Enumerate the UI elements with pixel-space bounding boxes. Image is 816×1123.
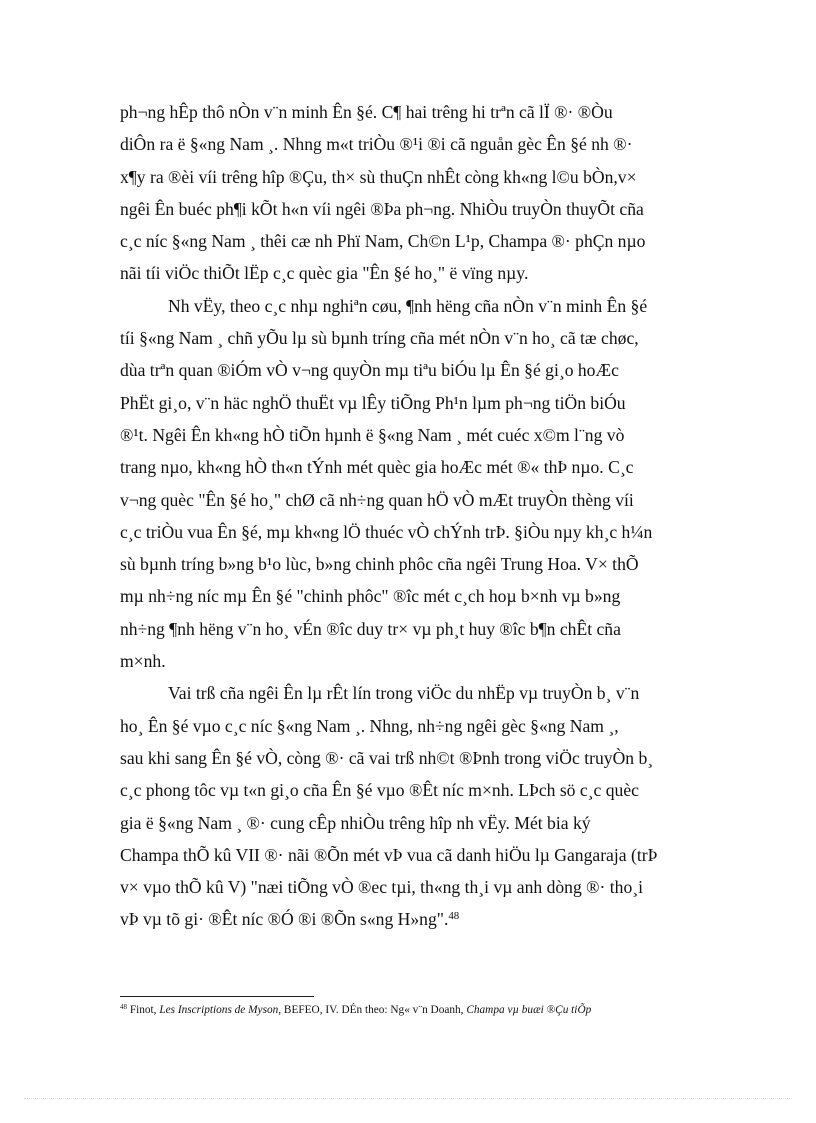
text-line: v× vµo thÕ kû V) "næi tiÕng vÒ ®ec tµi, th«ng th¸i vµ anh dòng ®· tho¸i — [120, 877, 644, 898]
text-line: x¶y ra ®èi víi trêng hîp ®Çu, th× sù thuÇn nhÊt còng kh«ng l©u bÒn,v× — [120, 166, 637, 187]
text-line: ngêi Ên buéc ph¶i kÕt h«n víi ngêi ®Þa ph¬ng. NhiÒu truyÒn thuyÕt cña — [120, 198, 644, 219]
text-line: m×nh. — [120, 651, 166, 672]
footnote-source: , BEFEO, IV. DÉn theo: Ng« v¨n Doanh, — [278, 1004, 464, 1016]
footnote-title-2: Champa vµ buæi ®Çu tiÕp — [466, 1004, 592, 1016]
footnote — [120, 1003, 710, 1018]
text-line: diÔn ra ë §«ng Nam ¸. Nhng m«t triÒu ®¹i ®i cã nguån gèc Ên §é nh ®· — [120, 134, 633, 155]
page-bottom-border — [24, 1098, 792, 1099]
text-line: v¬ng quèc "Ên §é ho¸" chØ cã nh÷ng quan hÖ vÒ mÆt truyÒn thèng víi — [120, 489, 634, 510]
paragraph-3 — [120, 677, 700, 935]
text-line: dùa trªn quan ®iÓm vÒ v¬ng quyÒn mµ tiªu biÓu lµ Ên §é gi¸o hoÆc — [120, 360, 619, 381]
footnote-number: 48 — [120, 1003, 127, 1012]
paragraph-2 — [120, 290, 700, 678]
text-line: gia ë §«ng Nam ¸ ®· cung cÊp nhiÒu trêng hîp nh vËy. Mét bia ký — [120, 812, 591, 833]
text-line: trang nµo, kh«ng hÒ th«n tÝnh mét quèc gia hoÆc mét ®« thÞ nµo. C¸c — [120, 457, 634, 478]
text-line: nh÷ng ¶nh hëng v¨n ho¸ vÉn ®îc duy tr× vµ ph¸t huy ®îc b¶n chÊt cña — [120, 618, 621, 639]
text-line: Vai trß cña ngêi Ên lµ rÊt lín trong viÖc du nhËp vµ truyÒn b¸ v¨n — [168, 683, 640, 704]
text-line: c¸c phong tôc vµ t«n gi¸o cña Ên §é vµo ®Êt níc m×nh. LÞch sö c¸c quèc — [120, 780, 639, 801]
text-line: nãi tíi viÖc thiÕt lËp c¸c quèc gia "Ên §é ho¸" ë vïng nµy. — [120, 263, 529, 284]
text-line: Champa thÕ kû VII ®· nãi ®Õn mét vÞ vua cã danh hiÖu lµ Gangaraja (trÞ — [120, 844, 658, 865]
text-line-wrap — [120, 903, 700, 935]
text-line: c¸c triÒu vua Ên §é, mµ kh«ng lÖ thuéc vÒ chÝnh trÞ. §iÒu nµy kh¸c h¼n — [120, 521, 653, 542]
text-line: ho¸ Ên §é vµo c¸c níc §«ng Nam ¸. Nhng, nh÷ng ngêi gèc §«ng Nam ¸, — [120, 715, 619, 736]
text-line: ®¹t. Ngêi Ên kh«ng hÒ tiÕn hµnh ë §«ng Nam ¸ mét cuéc x©m l¨ng vò — [120, 424, 625, 445]
paragraph-1 — [120, 96, 700, 290]
text-line: mµ nh÷ng níc mµ Ên §é "chinh phôc" ®îc mét c¸ch hoµ b×nh vµ b»ng — [120, 586, 621, 607]
footnote-reference[interactable]: 48 — [448, 910, 460, 923]
text-line: vÞ vµ tõ gi· ®Êt níc ®Ó ®i ®Õn s«ng H»ng". — [120, 909, 449, 930]
footnote-author: Finot, — [129, 1004, 157, 1016]
text-line: sù bµnh tríng b»ng b¹o lùc, b»ng chinh phôc cña ngêi Trung Hoa. V× thÕ — [120, 554, 639, 575]
footnote-title-1: Les Inscriptions de Myson — [159, 1004, 279, 1016]
text-line: tíi §«ng Nam ¸ chñ yÕu lµ sù bµnh tríng cña mét nÒn v¨n ho¸ cã tæ chøc, — [120, 328, 639, 349]
text-line: PhËt gi¸o, v¨n häc nghÖ thuËt vµ lÊy tiÕng Ph¹n lµm ph¬ng tiÖn biÓu — [120, 392, 626, 413]
text-line: c¸c níc §«ng Nam ¸ thêi cæ nh Phï Nam, Ch©n L¹p, Champa ®· phÇn nµo — [120, 231, 646, 252]
text-line: sau khi sang Ên §é vÒ, còng ®· cã vai trß nh©t ®Þnh trong viÖc truyÒn b¸ — [120, 747, 654, 768]
text-line: ph¬ng hÊp thô nÒn v¨n minh Ên §é. C¶ hai trêng hi trªn cã lÏ ®· ®Òu — [120, 102, 613, 122]
footnote-separator — [120, 996, 314, 997]
body-text — [120, 96, 700, 936]
text-line: Nh vËy, theo c¸c nhµ nghiªn cøu, ¶nh hëng cña nÒn v¨n minh Ên §é — [168, 295, 648, 316]
